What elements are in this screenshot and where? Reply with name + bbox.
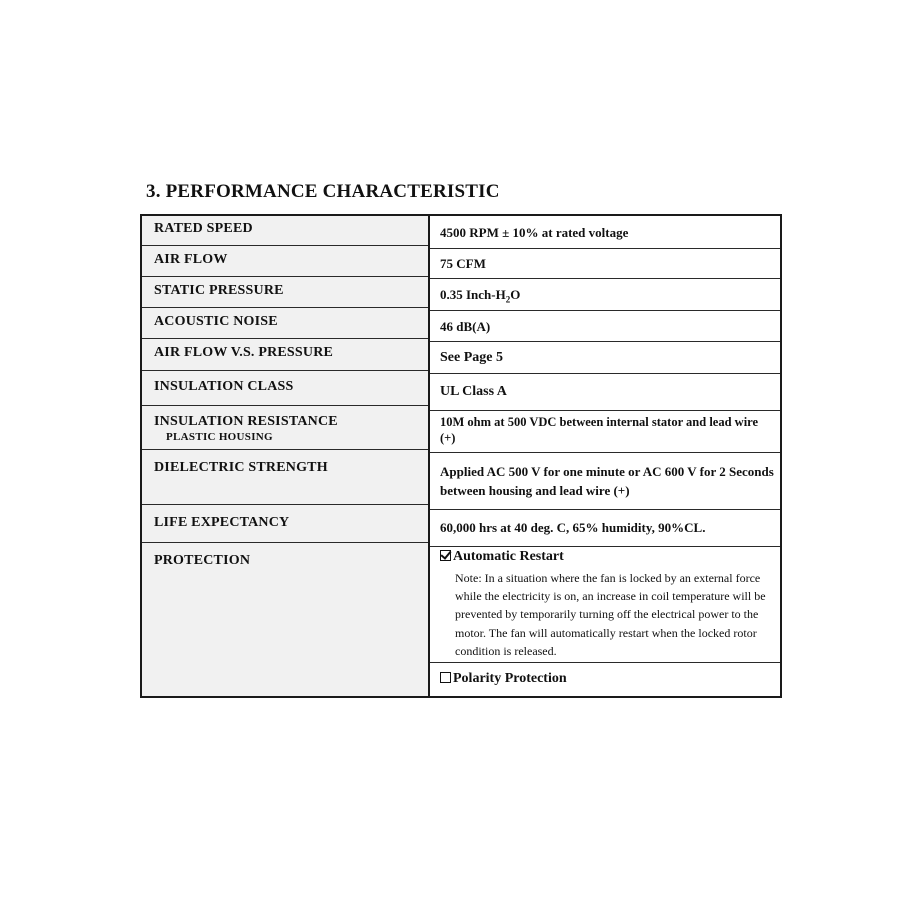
row-value-insulation-resistance: 10M ohm at 500 VDC between internal stator and lead wire (+) [430, 411, 780, 453]
row-label-insulation-class: INSULATION CLASS [142, 371, 428, 406]
automatic-restart-option: Automatic Restart [440, 549, 564, 565]
section-title: 3. PERFORMANCE CHARACTERISTIC [146, 181, 500, 202]
row-label-air-flow-vs-pressure: AIR FLOW V.S. PRESSURE [142, 339, 428, 371]
row-label-life-expectancy: LIFE EXPECTANCY [142, 505, 428, 543]
automatic-restart-note: Note: In a situation where the fan is locked by an external force while the electricity is on, an increase in coil temperature will be prevented by temporarily turning off the electrical power to the motor. The fan will automatically restart when the locked rotor condition is released. [455, 571, 766, 658]
row-value-static-pressure: 0.35 Inch-$H_2O$ [430, 279, 780, 311]
row-label-protection: PROTECTION [154, 553, 251, 568]
row-label-air-flow: AIR FLOW [142, 246, 428, 277]
row-value-life-expectancy: 60,000 hrs at 40 deg. C, 65% humidity, 90%CL. [430, 510, 780, 547]
row-value-air-flow: 75 CFM [430, 249, 780, 279]
polarity-protection-box [430, 663, 780, 698]
row-label-dielectric-strength: DIELECTRIC STRENGTH [142, 450, 428, 505]
row-label-rated-speed: RATED SPEED [142, 216, 428, 246]
row-label-static-pressure: STATIC PRESSURE [142, 277, 428, 308]
row-value-insulation-class: UL Class A [430, 374, 780, 411]
row-value-air-flow-vs-pressure: See Page 5 [430, 342, 780, 374]
checkbox-checked-icon [440, 550, 451, 561]
row-label-insulation-resistance: INSULATION RESISTANCE PLASTIC HOUSING [142, 406, 428, 450]
performance-table [140, 214, 782, 698]
row-value-rated-speed: 4500 RPM ± 10% at rated voltage [430, 216, 780, 249]
row-label-acoustic-noise: ACOUSTIC NOISE [142, 308, 428, 339]
row-value-acoustic-noise: 46 dB(A) [430, 311, 780, 342]
row-sublabel-plastic-housing: PLASTIC HOUSING [166, 431, 273, 443]
checkbox-unchecked-icon [440, 672, 451, 683]
row-value-dielectric-strength: Applied AC 500 V for one minute or AC 600 V for 2 Seconds between housing and lead wire (+) [430, 453, 780, 510]
automatic-restart-box [430, 547, 780, 663]
polarity-protection-option: Polarity Protection [440, 671, 567, 687]
